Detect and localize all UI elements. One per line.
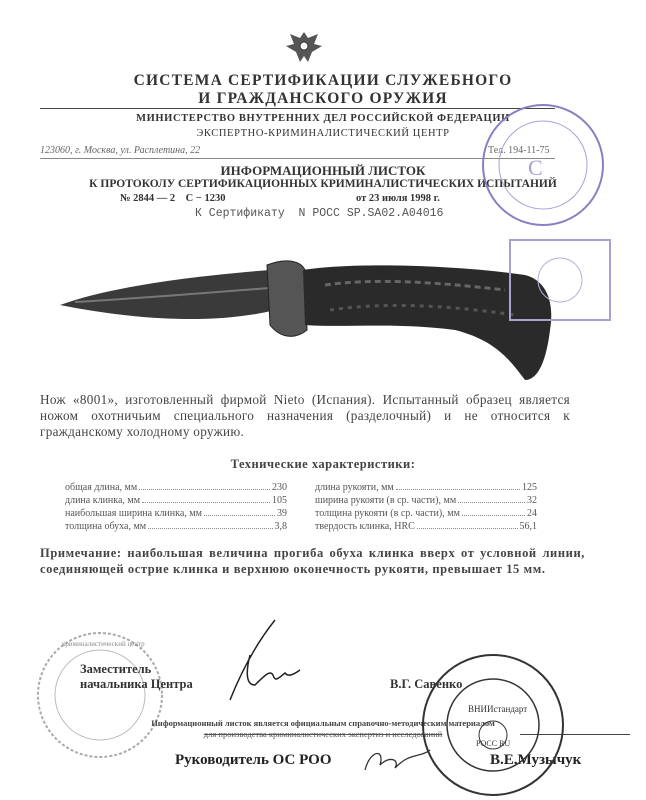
knife-description: Нож «8001», изготовленный фирмой Nieto (Испания). Испытанный образец является ножом охотничьим специального назначения (разделочный) и не относится к гражданскому холодному оружию. [40, 392, 570, 439]
spec-value: 32 [527, 495, 537, 506]
center-name: ЭКСПЕРТНО-КРИМИНАЛИСТИЧЕСКИЙ ЦЕНТР [196, 128, 450, 139]
stamp-bottom-right [418, 650, 568, 800]
stamp-top-right [478, 100, 608, 230]
spec-row [315, 508, 537, 519]
spec-row [65, 521, 287, 532]
svg-text:C: C [528, 155, 543, 180]
protocol-date: от 23 июля 1998 г. [356, 193, 440, 204]
ministry-name: МИНИСТЕРСТВО ВНУТРЕННИХ ДЕЛ РОССИЙСКОЙ ФЕДЕРАЦИИ [136, 113, 510, 124]
spec-label: общая длина, мм [65, 482, 138, 493]
spec-row [315, 495, 537, 506]
spec-row [65, 495, 287, 506]
deputy-title-line1: Заместитель [80, 662, 152, 676]
spec-label: твердость клинка, HRC [315, 521, 415, 532]
spec-label: наибольшая ширина клинка, мм [65, 508, 202, 519]
spec-row [65, 508, 287, 519]
address: 123060, г. Москва, ул. Расплетина, 22 [40, 145, 201, 156]
spec-value: 24 [527, 508, 537, 519]
certificate-number: К Сертификату N РОСС SP.SA02.A04016 [195, 207, 444, 220]
deputy-signature [225, 615, 305, 705]
stamp-bottom-right-code: РОСС RU [476, 739, 511, 748]
dot-leader [142, 495, 270, 503]
spec-value: 105 [272, 495, 287, 506]
info-note-line2: для производства криминалистических экспертиз и исследований [203, 729, 443, 739]
info-note-line1: Информационный листок является официальным справочно-методическим материалом [151, 718, 495, 728]
system-title-line2: И ГРАЖДАНСКОГО ОРУЖИЯ [198, 90, 448, 107]
spec-label: толщина обуха, мм [65, 521, 147, 532]
spec-value: 125 [522, 482, 537, 493]
spec-row [315, 521, 537, 532]
doc-title: ИНФОРМАЦИОННЫЙ ЛИСТОК [220, 163, 426, 178]
dot-leader [204, 508, 275, 516]
dot-leader [148, 521, 272, 529]
stamp-bottom-left-text: криминалистический центр [62, 640, 145, 648]
head-name: В.Е.Музычук [490, 752, 582, 768]
protocol-number: № 2844 — 2 С − 1230 [120, 193, 226, 204]
stamp-bottom-left [35, 630, 165, 760]
double-headed-eagle-emblem [282, 28, 326, 64]
phone: Тел. 194-11-75 [488, 145, 550, 156]
dot-leader [139, 482, 270, 490]
spec-label: толщина рукояти (в ср. части), мм [315, 508, 460, 519]
spec-row [65, 482, 287, 493]
spec-value: 39 [277, 508, 287, 519]
spec-row [315, 482, 537, 493]
spec-value: 56,1 [519, 521, 537, 532]
dot-leader [462, 508, 525, 516]
stamp-square [505, 235, 615, 325]
spec-label: ширина рукояти (в ср. части), мм [315, 495, 457, 506]
spec-value: 230 [272, 482, 287, 493]
deputy-title-line2: начальника Центра [80, 677, 193, 691]
stamp-bottom-right-text: ВНИИстандарт [468, 704, 528, 714]
doc-subtitle: К ПРОТОКОЛУ СЕРТИФИКАЦИОННЫХ КРИМИНАЛИСТИЧЕСКИХ ИСПЫТАНИЙ [89, 178, 557, 190]
specs-title: Технические характеристики: [230, 457, 416, 471]
system-title-line1: СИСТЕМА СЕРТИФИКАЦИИ СЛУЖЕБНОГО [133, 72, 513, 89]
dot-leader [396, 482, 520, 490]
spec-value: 3,8 [274, 521, 287, 532]
knife-photo [55, 240, 565, 385]
spec-label: длина клинка, мм [65, 495, 141, 506]
note: Примечание: наибольшая величина прогиба обуха клинка вверх от условной линии, соединяющей острие клинка и верхнюю оконечность рукояти, превышает 15 мм. [40, 546, 585, 576]
spec-label: длина рукояти, мм [315, 482, 394, 493]
dot-leader [458, 495, 525, 503]
deputy-name: В.Г. Савенко [390, 677, 463, 691]
dot-leader [417, 521, 518, 529]
head-title: Руководитель ОС РОО [175, 752, 332, 768]
